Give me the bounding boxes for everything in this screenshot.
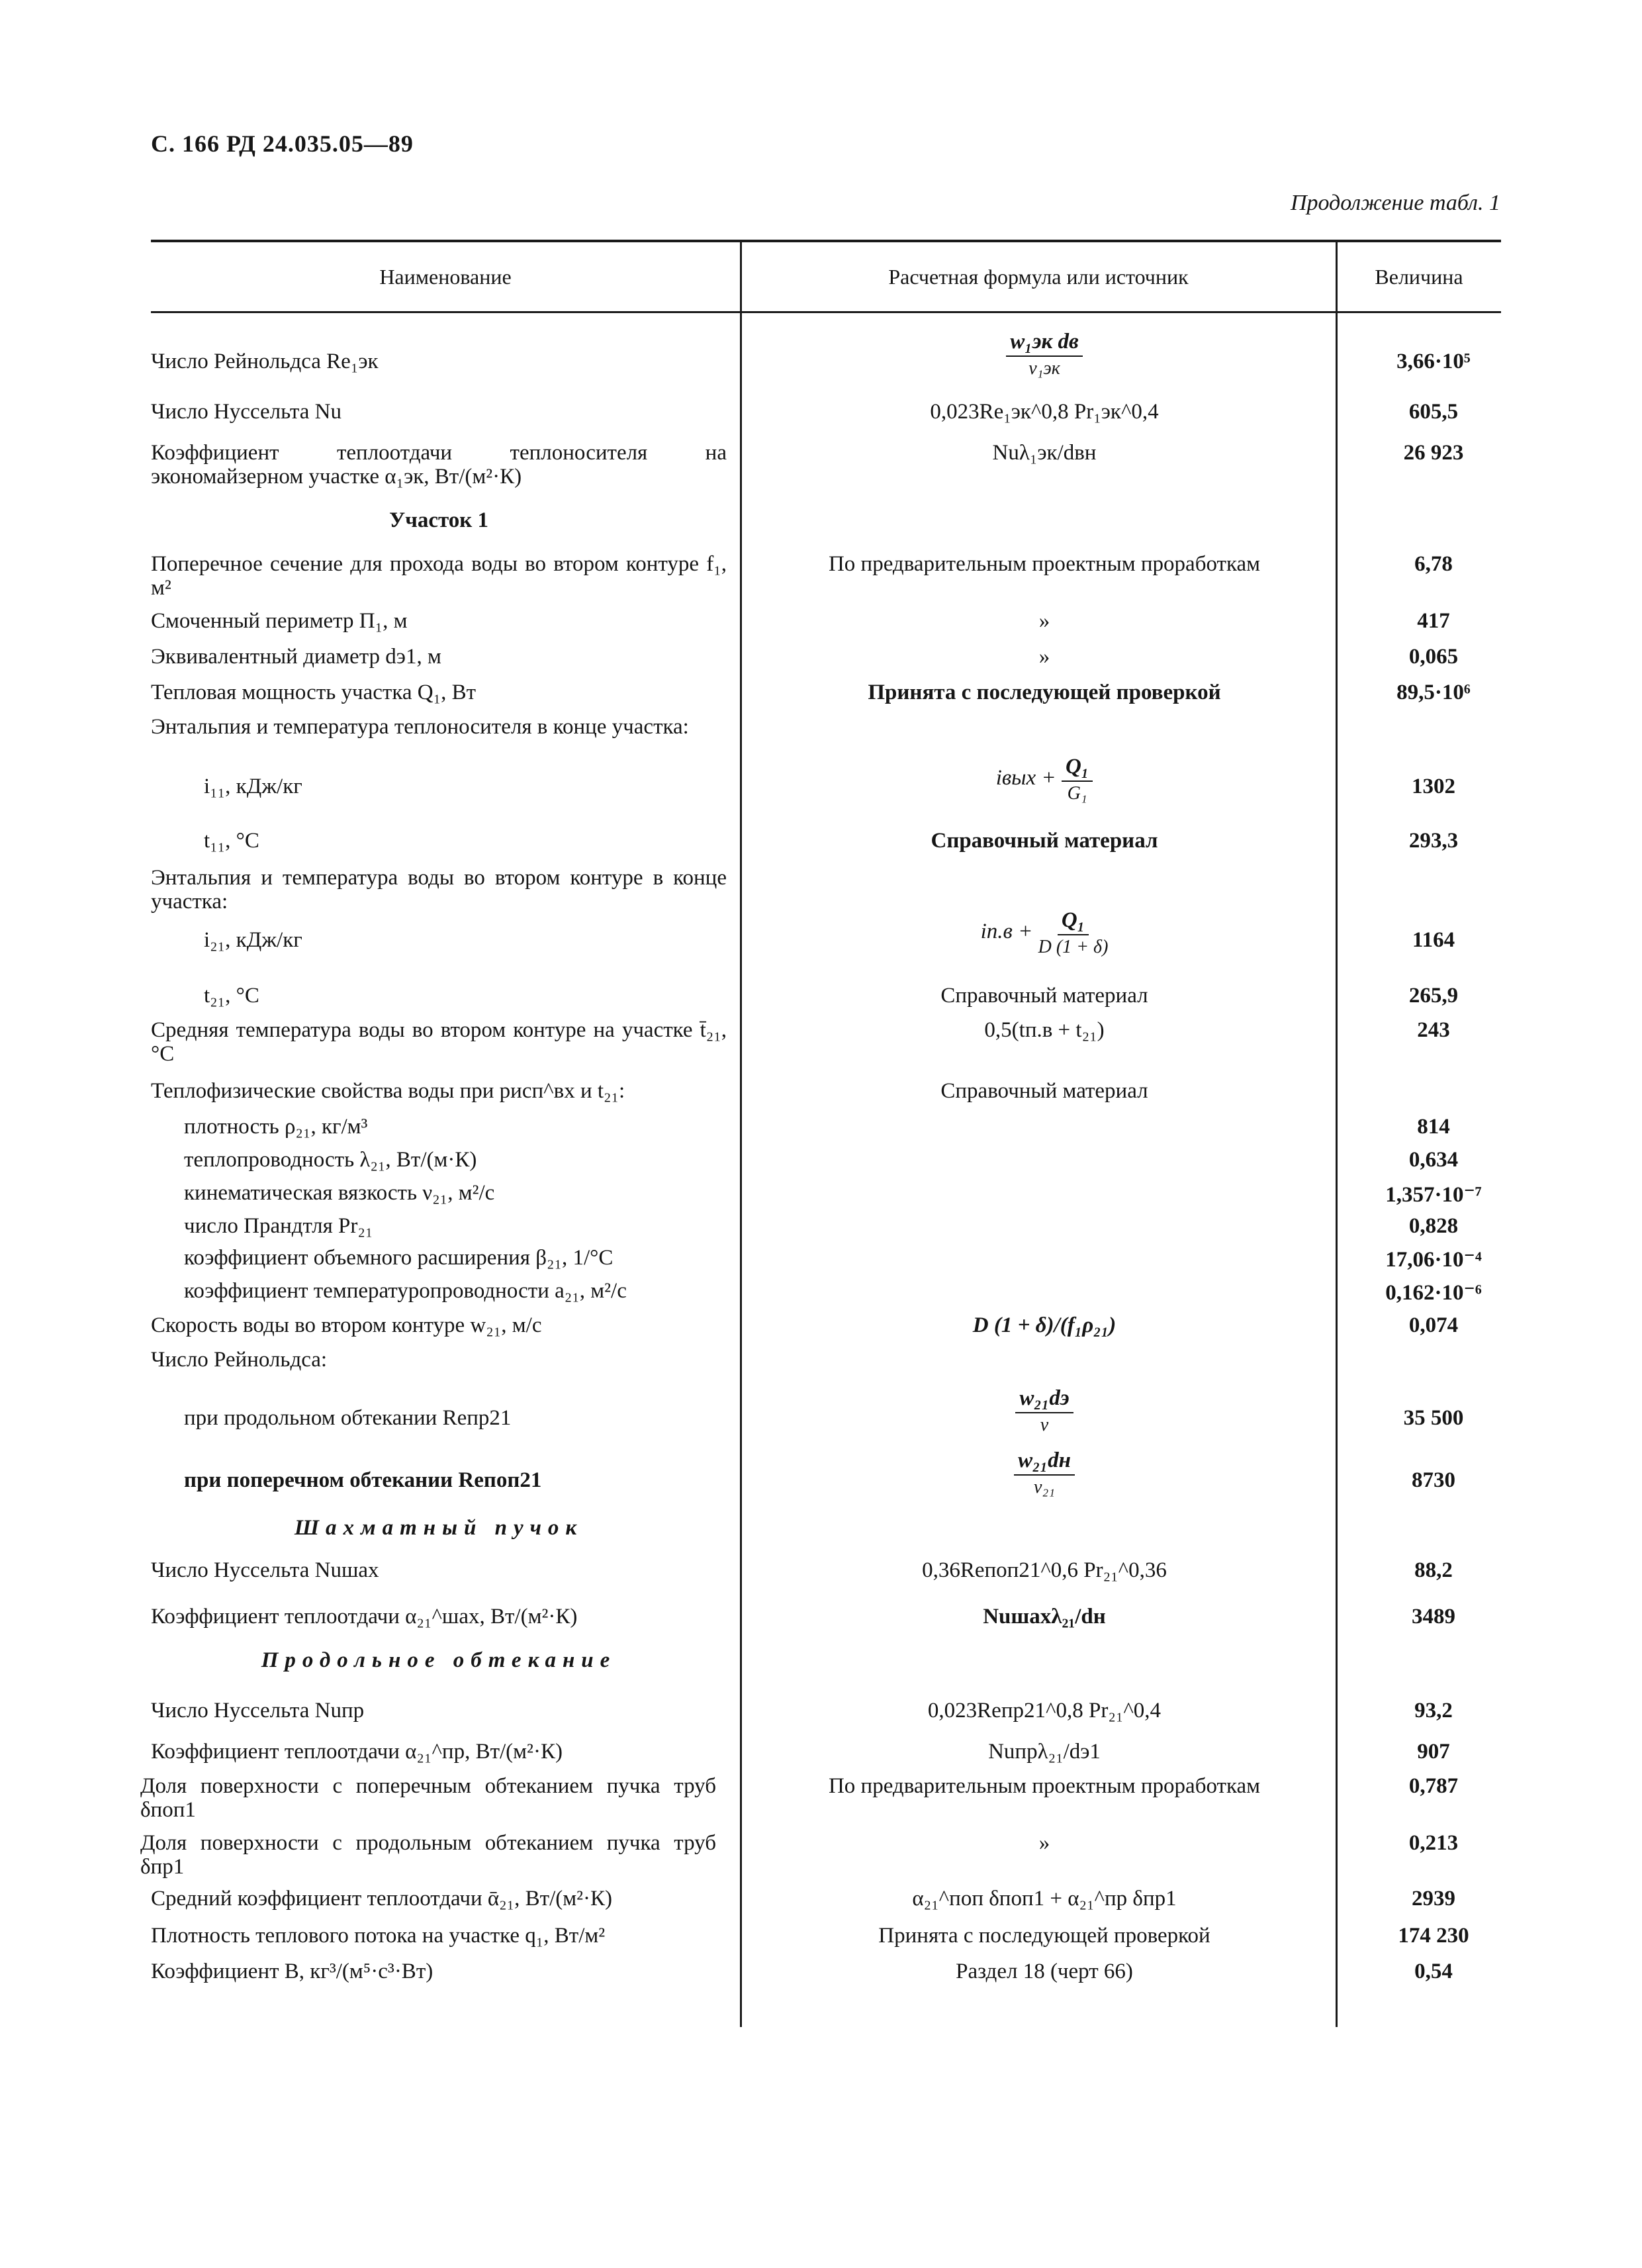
column-header-name: Наименование <box>379 264 512 289</box>
row-value: 605,5 <box>1408 400 1459 424</box>
row-formula: D (1 + δ)/(f₁ρ₂₁) <box>972 1313 1117 1337</box>
formula-text: iп.в + <box>980 920 1033 944</box>
row-formula: Принята с последующей проверкой <box>868 681 1221 704</box>
row-name: Коэффициент теплоотдачи α₂₁^шах, Вт/(м²·К) <box>151 1605 578 1629</box>
table-header-rule <box>151 311 1501 313</box>
row-name: кинематическая вязкость ν₂₁, м²/с <box>184 1181 495 1205</box>
row-name: коэффициент температуропроводности a₂₁, м²/с <box>184 1279 627 1303</box>
fraction-numerator: Q₁ <box>1062 755 1093 782</box>
row-formula: Nuλ₁эк/dвн <box>992 441 1097 465</box>
row-formula: 0,5(tп.в + t₂₁) <box>984 1018 1105 1042</box>
row-name: Число Рейнольдса Re₁эк <box>151 350 379 373</box>
row-value: 3,66·10⁵ <box>1396 350 1471 373</box>
row-name: Поперечное сечение для прохода воды во втором контуре f₁, м² <box>151 552 727 600</box>
row-formula: α₂₁^поп δпоп1 + α₂₁^пр δпр1 <box>912 1887 1177 1911</box>
column-header-formula: Расчетная формула или источник <box>888 264 1189 289</box>
row-name: i₁₁, кДж/кг <box>204 775 302 798</box>
row-name: Число Нуссельта Nuпр <box>151 1699 365 1723</box>
row-formula: 0,36Reпоп21^0,6 Pr₂₁^0,36 <box>922 1558 1167 1582</box>
row-name: Число Нуссельта Nu <box>151 400 342 424</box>
row-name: Доля поверхности с продольным обтеканием пучка труб δпр1 <box>140 1831 716 1879</box>
row-value: 0,213 <box>1408 1831 1459 1855</box>
row-value: 0,54 <box>1414 1960 1453 1983</box>
row-value: 1164 <box>1412 928 1455 952</box>
row-value: 17,06·10⁻⁴ <box>1385 1248 1482 1272</box>
row-formula <box>747 908 1342 958</box>
row-name: при поперечном обтекании Reпоп21 <box>184 1468 542 1492</box>
row-name: число Прандтля Pr₂₁ <box>184 1214 373 1238</box>
row-formula: 0,023Reпр21^0,8 Pr₂₁^0,4 <box>927 1699 1162 1723</box>
row-value: 174 230 <box>1398 1924 1469 1948</box>
row-value: 8730 <box>1412 1468 1455 1492</box>
fraction <box>1006 330 1082 379</box>
row-formula: Nuшахλ₂₁/dн <box>983 1605 1106 1629</box>
row-value: 243 <box>1417 1018 1450 1042</box>
row-name: Тепловая мощность участка Q₁, Вт <box>151 681 477 704</box>
row-formula: Справочный материал <box>940 1079 1148 1103</box>
fraction <box>1062 755 1093 804</box>
fraction <box>1015 1386 1073 1436</box>
fraction <box>1038 908 1109 958</box>
row-value: 814 <box>1417 1115 1450 1139</box>
row-formula: Принята с последующей проверкой <box>878 1924 1210 1948</box>
row-formula: Справочный материал <box>940 984 1148 1008</box>
row-value: 265,9 <box>1408 984 1459 1008</box>
row-formula <box>747 1386 1342 1436</box>
row-name: коэффициент объемного расширения β₂₁, 1/°С <box>184 1246 614 1270</box>
row-formula: Справочный материал <box>931 829 1158 853</box>
row-value: 293,3 <box>1408 829 1459 853</box>
row-name: Коэффициент теплоотдачи теплоносителя на экономайзерном участке α₁эк, Вт/(м²·К) <box>151 441 727 489</box>
row-value: 93,2 <box>1414 1699 1453 1723</box>
row-name: Коэффициент B, кг³/(м⁵·с³·Вт) <box>151 1960 433 1983</box>
fraction-numerator: Q₁ <box>1058 908 1089 935</box>
row-value: 0,065 <box>1408 645 1459 669</box>
fraction-denominator: D (1 + δ) <box>1038 937 1109 957</box>
row-name: теплопроводность λ₂₁, Вт/(м·К) <box>184 1148 477 1172</box>
fraction-numerator: w₁эк dв <box>1006 330 1082 357</box>
section-heading-staggered-bundle: Шахматный пучок <box>294 1516 584 1540</box>
row-name: Доля поверхности с поперечным обтеканием пучка труб δпоп1 <box>140 1774 716 1822</box>
row-formula: Nuпрλ₂₁/dэ1 <box>988 1740 1101 1764</box>
row-name: t₂₁, °С <box>204 984 259 1008</box>
row-value: 417 <box>1417 609 1450 633</box>
row-value: 0,634 <box>1408 1148 1459 1172</box>
row-formula <box>747 330 1342 379</box>
row-name: i₂₁, кДж/кг <box>204 928 302 952</box>
row-formula: Раздел 18 (черт 66) <box>956 1960 1133 1983</box>
fraction-numerator: w₂₁dн <box>1014 1448 1075 1476</box>
row-name: Смоченный периметр П₁, м <box>151 609 408 633</box>
row-name: Эквивалентный диаметр dэ1, м <box>151 645 441 669</box>
fraction-denominator: G₁ <box>1067 783 1087 804</box>
row-formula <box>747 1448 1342 1498</box>
row-name: t₁₁, °С <box>204 829 259 853</box>
fraction-denominator: ν₂₁ <box>1034 1477 1055 1497</box>
table-top-rule <box>151 240 1501 242</box>
row-value: 26 923 <box>1403 441 1464 465</box>
row-value: 0,787 <box>1408 1774 1459 1798</box>
row-value: 907 <box>1417 1740 1450 1764</box>
section-heading-plot-1: Участок 1 <box>388 508 488 532</box>
row-value: 3489 <box>1412 1605 1455 1629</box>
row-name: Число Рейнольдса: <box>151 1348 328 1372</box>
row-value: 2939 <box>1412 1887 1455 1911</box>
row-formula: По предварительным проектным проработкам <box>828 552 1261 576</box>
row-value: 89,5·10⁶ <box>1396 681 1471 704</box>
row-value: 88,2 <box>1414 1558 1453 1582</box>
row-name: Коэффициент теплоотдачи α₂₁^пр, Вт/(м²·К) <box>151 1740 563 1764</box>
page-header: С. 166 РД 24.035.05—89 <box>151 130 414 157</box>
column-header-value: Величина <box>1375 264 1463 289</box>
row-value: 0,828 <box>1408 1214 1459 1238</box>
row-formula <box>747 755 1342 804</box>
row-name: плотность ρ₂₁, кг/м³ <box>184 1115 368 1139</box>
row-name: Число Нуссельта Nuшах <box>151 1558 379 1582</box>
row-name: Скорость воды во втором контуре w₂₁, м/с <box>151 1313 542 1337</box>
fraction <box>1014 1448 1075 1498</box>
row-value: 6,78 <box>1414 552 1453 576</box>
row-value: 0,074 <box>1408 1313 1459 1337</box>
row-formula: » <box>1038 609 1050 633</box>
row-formula: » <box>1038 645 1050 669</box>
row-name: Плотность теплового потока на участке q₁, Вт/м² <box>151 1924 606 1948</box>
row-name: Средняя температура воды во втором контуре на участке t̄₂₁, °С <box>151 1018 727 1066</box>
row-name: Энтальпия и температура воды во втором контуре в конце участка: <box>151 866 727 914</box>
formula-text: iвых + <box>995 766 1056 790</box>
row-formula: По предварительным проектным проработкам <box>828 1774 1261 1798</box>
fraction-numerator: w₂₁dэ <box>1015 1386 1073 1413</box>
row-value: 1302 <box>1412 775 1455 798</box>
row-formula: 0,023Re₁эк^0,8 Pr₁эк^0,4 <box>930 400 1159 424</box>
row-name: Теплофизические свойства воды при pисп^вх и t₂₁: <box>151 1079 625 1103</box>
fraction-denominator: ν₁эк <box>1028 358 1060 379</box>
row-formula: » <box>1038 1831 1050 1855</box>
table-continuation-note: Продолжение табл. 1 <box>1290 191 1500 215</box>
fraction-denominator: ν <box>1040 1415 1049 1435</box>
section-heading-longitudinal-flow: Продольное обтекание <box>261 1648 617 1672</box>
row-value: 0,162·10⁻⁶ <box>1385 1281 1482 1305</box>
row-value: 35 500 <box>1403 1406 1464 1430</box>
row-name: Энтальпия и температура теплоносителя в конце участка: <box>151 715 689 739</box>
row-name: Средний коэффициент теплоотдачи ᾱ₂₁, Вт/(м²·К) <box>151 1887 613 1911</box>
row-name: при продольном обтекании Reпр21 <box>184 1406 512 1430</box>
row-value: 1,357·10⁻⁷ <box>1385 1183 1482 1207</box>
